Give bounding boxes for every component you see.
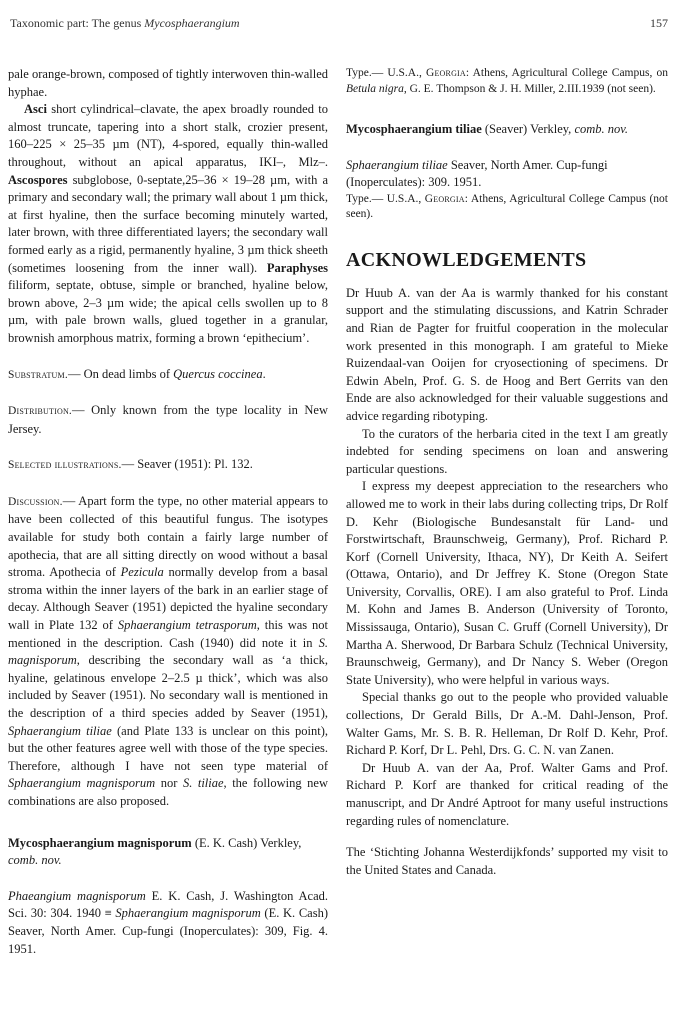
combination-name: Mycosphaerangium magnisporum <box>8 835 192 850</box>
basionym-text: (E. K. Cash) Seaver, North Amer. Cup-fungi (Inoperculates): 309, Fig. 4. 1951. <box>8 906 328 956</box>
description-continuation: pale orange-brown, composed of tightly interwoven thin-walled hyphae. <box>8 67 328 99</box>
substratum-paragraph <box>8 366 328 385</box>
ack-paragraph: The ‘Stichting Johanna Westerdijkfonds’ supported my visit to the United States and Canada. <box>346 845 668 877</box>
left-column <box>8 66 328 958</box>
type-1 <box>346 66 668 97</box>
species-name: Sphaerangium tetrasporum <box>117 618 257 633</box>
type-label: Type. <box>346 192 372 205</box>
asci-term: Asci <box>24 102 47 117</box>
type-text: : Athens, Agricultural College Campus, on <box>465 67 668 79</box>
ack-paragraph: I express my deepest appreciation to the researchers who allowed me to work in their labs during collecting trips, Dr Rolf D. Kehr (Biologische Bundesanstalt für Land- und Forstwirtschaft, Braunschweig, Germany), Prof. Richard P. Korf (Cornell University, Ithaca, NY), Dr Keith A. Seifert (Ottawa, Ontario), and Dr Jeffrey K. Stone (Oregon State University, Corvallis, ORE). I am also grateful to Prof. Linda M. Kohn and James B. Anderson (University of Toronto, Mississauga, Ontario), Susan C. Gruff (Cornell University), Dr Martha A. Sherwood, Dr Barbara Schulz (Technical University, Braunschweig, Germany), and Dr Nancy S. Weber (Oregon State University), who were helpful in various ways. <box>346 479 668 687</box>
combination-status: comb. nov. <box>8 853 62 868</box>
ascospores-text: subglobose, 0-septate,25–36 × 19–28 µm, with a primary and secondary wall; the primary wall about 1 µm thick, at first hyaline, then the surface becoming minutely warted, later brown, with three differentiated layers; the secondary wall formed early as a rigid, permanently hyaline, 3 µm thick sheeth (sometimes loosening from the inner wall). <box>8 172 328 275</box>
species-name: Sphaerangium tiliae <box>8 723 112 738</box>
type-text: , G. E. Thompson & J. H. Miller, 2.III.1939 (not seen). <box>403 82 656 95</box>
basionym-text: E. K. Cash, J. Washington Acad. Sci. 30: 304. 1940 ≡ <box>8 888 328 921</box>
discussion-text: , the following new combinations are also proposed. <box>8 776 328 808</box>
discussion-paragraph <box>8 493 328 811</box>
ascospores-term: Ascospores <box>8 172 68 187</box>
discussion-text: nor <box>155 776 183 791</box>
asci-text: short cylindrical–clavate, the apex broadly rounded to almost truncate, tapering into a short stalk, crozier present, 160–225 × 25–35 µm (NT), 4-spored, equally thin-walled throughout, without an apical apparatus, IKI–, Mlz–. <box>8 102 328 169</box>
combination-author: (Seaver) Verkley, <box>481 122 575 136</box>
substratum-end: . <box>262 366 266 381</box>
combination-status: comb. nov. <box>574 122 629 136</box>
discussion-text: , this was not mentioned in the description. Cash (1940) did note it in <box>8 618 328 650</box>
illustrations-text: — Seaver (1951): Pl. 132. <box>121 457 253 472</box>
basionym-2 <box>346 157 668 192</box>
basionym-text: Seaver, North Amer. Cup-fungi (Inoperculates): 309. 1951. <box>346 157 608 190</box>
discussion-text: — Apart form the type, no other material appears to have been collected of this beautiful fungus. The isotypes available for study both contain a fairly large number of apothecia, that are all sitting directly on wood without a basal stroma. Apothecia of <box>8 493 328 580</box>
ack-paragraph: To the curators of the herbaria cited in the text I am greatly indebted for sending specimens on loan and answering particular questions. <box>346 426 668 476</box>
new-combination-2 <box>346 121 668 139</box>
discussion-text: normally develop from a basal stroma within the inner layers of the bark in an earlier stage of decay. Although Seaver (1951) depicted the hyaline secondary wall in Plate 132 of <box>8 565 328 633</box>
combination-author: (E. K. Cash) Verkley, <box>191 835 302 850</box>
type-text: — U.S.A., <box>371 67 426 79</box>
paraphyses-term: Paraphyses <box>266 260 328 275</box>
ack-paragraph: Special thanks go out to the people who provided valuable collections, Dr Gerald Bills, Dr A.-M. Dahl-Jenson, Prof. Walter Gams, Mr. S. B. R. Helleman, Dr Rolf D. Kehr, Prof. Richard P. Korf, Dr L. Pehl, Drs. G. C. N. van Zanen. <box>346 690 668 758</box>
distribution-text: — Only known from the type locality in New Jersey. <box>8 403 328 436</box>
ack-paragraph: Dr Huub A. van der Aa is warmly thanked for his constant support and the stimulating discussions, and Katrin Schrader and Rian de Pagter for fruitful cooperation in the molecular work presented in this monograph. I am grateful to Mieke Ruizendaal-van Ooijen for cryosectioning of specimens. Dr Edwin Abeln, Prof. G. S. de Hoog and Bert Gerrits van den Ende are also acknowledged for their valuable suggestions and advice regarding ribotyping. <box>346 285 668 423</box>
distribution-paragraph <box>8 402 328 438</box>
species-name: Sphaerangium magnisporum <box>8 776 156 791</box>
discussion-text: (and Plate 133 is unclear on this point), but the other features agree well with those of the type species. Therefore, although I have not seen type material of <box>8 723 328 773</box>
type-state: Georgia <box>425 67 466 79</box>
type-label: Type. <box>346 67 372 79</box>
basionym-name: Sphaerangium tiliae <box>346 157 448 172</box>
species-name: S. magnisporum <box>8 635 328 668</box>
running-title-genus: Mycosphaerangium <box>144 16 240 30</box>
basionym-name: Phaeangium magnisporum <box>8 888 146 903</box>
running-title-prefix: Taxonomic part: The genus <box>10 16 145 30</box>
new-combination-1 <box>8 835 328 870</box>
type-text: — U.S.A., <box>371 192 425 205</box>
distribution-label: Distribution. <box>8 405 72 418</box>
species-name: S. tiliae <box>182 776 224 791</box>
type-state: Georgia <box>424 192 465 205</box>
illustrations-label: Selected illustrations. <box>8 459 122 472</box>
discussion-text: , describing the secondary wall as ‘a thick, hyaline, gelatinous envelope 2–2.5 µ thick’, which was also included by Seaver (1951). No secondary wall is mentioned in the description of a third species added by Seaver (1951), <box>8 653 328 720</box>
right-column <box>346 66 668 879</box>
type-2 <box>346 192 668 223</box>
illustrations-paragraph <box>8 456 328 475</box>
running-header <box>10 16 240 31</box>
synonym-name: Sphaerangium magnisporum <box>115 906 261 921</box>
substratum-label: Substratum. <box>8 368 68 381</box>
paraphyses-text: filiform, septate, obtuse, simple or branched, hyaline below, brown above, 2–3 µm wide; the apical cells swollen up to 8 µm, with pale brown walls, glued together in a granular, brownish amorphous matrix, forming a brown ‘epithecium’. <box>8 278 328 345</box>
substratum-species: Quercus coccinea <box>173 366 263 381</box>
discussion-label: Discussion. <box>8 495 63 508</box>
genus-name: Pezicula <box>120 565 164 580</box>
basionym-1 <box>8 888 328 958</box>
description-paragraph <box>8 101 328 347</box>
combination-name: Mycosphaerangium tiliae <box>346 122 482 136</box>
ack-paragraph: Dr Huub A. van der Aa, Prof. Walter Gams and Prof. Richard P. Korf are thanked for critical reading of the manuscript, and Dr André Aptroot for many useful instructions regarding rules of nomenclature. <box>346 760 668 828</box>
substratum-text: — On dead limbs of <box>67 366 174 381</box>
acknowledgements-heading: ACKNOWLEDGEMENTS <box>346 248 587 271</box>
host-name: Betula nigra <box>346 82 404 95</box>
type-text: : Athens, Agricultural College Campus (not seen). <box>346 192 668 221</box>
page-number: 157 <box>650 16 668 30</box>
